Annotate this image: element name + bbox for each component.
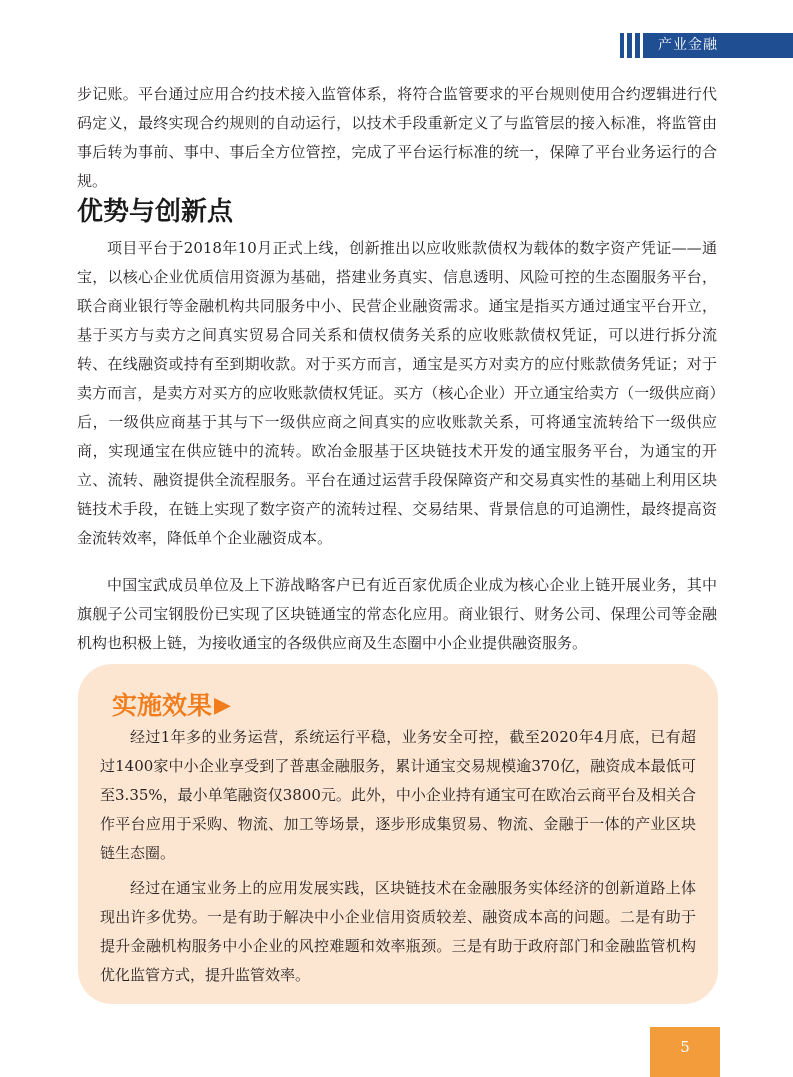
- box-paragraph: 经过1年多的业务运营，系统运行平稳，业务安全可控，截至2020年4月底，已有超过1400家中小企业享受到了普惠金融服务，累计通宝交易规模逾370亿，融资成本最低可至3.35%，最小单笔融资仅3800元。此外，中小企业持有通宝可在欧冶云商平台及相关合作平台应用于采购、物流、加工等场景，逐步形成集贸易、物流、金融于一体的产业区块链生态圈。: [100, 728, 696, 862]
- body-paragraph: 项目平台于2018年10月正式上线，创新推出以应收账款债权为载体的数字资产凭证——通宝，以核心企业优质信用资源为基础，搭建业务真实、信息透明、风险可控的生态圈服务平台，联合商业银行等金融机构共同服务中小、民营企业融资需求。通宝是指买方通过通宝平台开立，基于买方与卖方之间真实贸易合同关系和债权债务关系的应收账款债权凭证，可以进行拆分流转、在线融资或持有至到期收款。对于买方而言，通宝是买方对卖方的应付账款债务凭证；对于卖方而言，是卖方对买方的应收账款债权凭证。买方（核心企业）开立通宝给卖方（一级供应商）后，一级供应商基于其与下一级供应商之间真实的应收账款关系，可将通宝流转给下一级供应商，实现通宝在供应链中的流转。欧冶金服基于区块链技术开发的通宝服务平台，为通宝的开立、流转、融资提供全流程服务。平台在通过运营手段保障资产和交易真实性的基础上利用区块链技术手段，在链上实现了数字资产的流转过程、交易结果、背景信息的可追溯性，最终提高资金流转效率，降低单个企业融资成本。: [77, 239, 717, 547]
- header-stripe: [640, 33, 643, 58]
- header-stripe: [632, 33, 635, 58]
- header-stripe: [624, 33, 627, 58]
- box-title: [112, 688, 231, 724]
- section-heading: 优势与创新点: [77, 197, 234, 227]
- intro-paragraph: 步记账。平台通过应用合约技术接入监管体系，将符合监管要求的平台规则使用合约逻辑进行代码定义，最终实现合约规则的自动运行，以技术手段重新定义了与监管层的接入标准，将监管由事后转为事前、事中、事后全方位管控，完成了平台运行标准的统一，保障了平台业务运行的合规。: [77, 85, 717, 190]
- section-header-title: 产业金融: [658, 37, 718, 53]
- arrow-right-icon: ▶: [214, 693, 231, 718]
- page-number: 5: [650, 1027, 720, 1077]
- box-paragraph: 经过在通宝业务上的应用发展实践，区块链技术在金融服务实体经济的创新道路上体现出许多优势。一是有助于解决中小企业信用资质较差、融资成本高的问题。二是有助于提升金融机构服务中小企业的风控难题和效率瓶颈。三是有助于政府部门和金融监管机构优化监管方式，提升监管效率。: [100, 879, 696, 984]
- body-paragraph: 中国宝武成员单位及上下游战略客户已有近百家优质企业成为核心企业上链开展业务，其中旗舰子公司宝钢股份已实现了区块链通宝的常态化应用。商业银行、财务公司、保理公司等金融机构也积极上链，为接收通宝的各级供应商及生态圈中小企业提供融资服务。: [77, 576, 717, 652]
- box-title-text: 实施效果: [112, 691, 213, 720]
- section-header-tab: [620, 33, 793, 58]
